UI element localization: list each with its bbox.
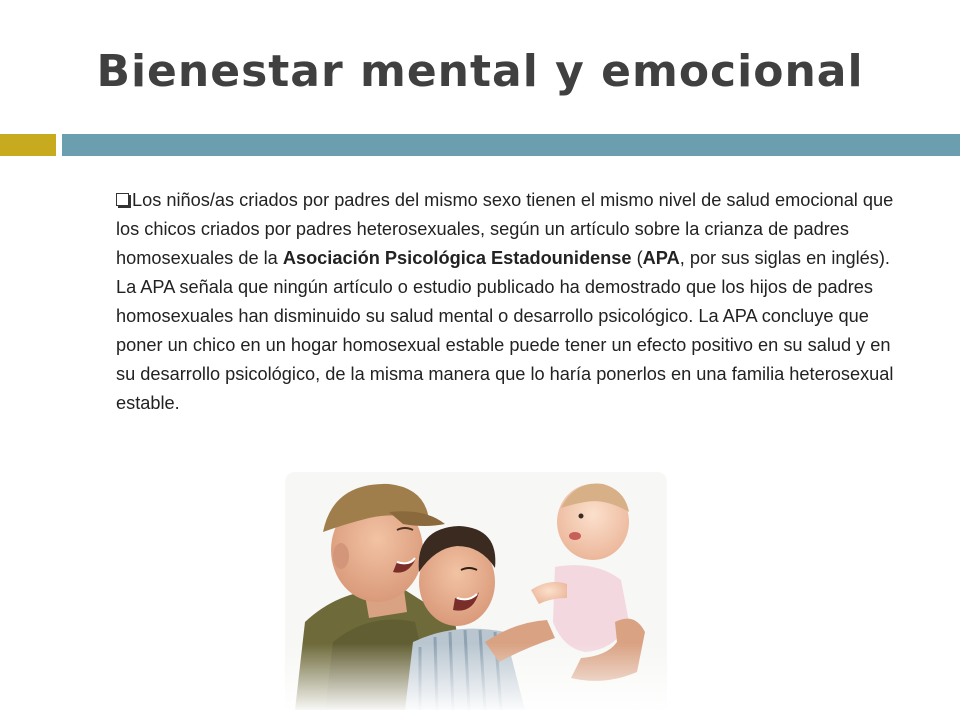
- bullet-paragraph: [116, 186, 906, 418]
- paragraph-text-2: (: [631, 248, 643, 268]
- slide-title: Bienestar mental y emocional: [96, 46, 864, 97]
- accent-bar-gold: [0, 134, 56, 156]
- paragraph-bold-organization: Asociación Psicológica Estadounidense: [282, 248, 632, 268]
- family-photo: [285, 472, 667, 710]
- paragraph-bold-acronym: APA: [642, 248, 680, 268]
- family-photo-illustration: [285, 472, 667, 710]
- checkbox-bullet-icon: [116, 193, 129, 206]
- paragraph-text-3: , por sus siglas en inglés). La APA señala que ningún artículo o estudio publicado ha demostrado que los hijos de padres homosexuales han disminuido su salud mental o desarrollo psicológico. La APA concluye que poner un chico en un hogar homosexual estable puede tener un efecto positivo en su salud y en su desarrollo psicológico, de la misma manera que lo haría ponerlos en una familia heterosexual estable.: [116, 248, 894, 413]
- accent-bar-teal: [62, 134, 960, 156]
- paragraph-text-1: Los niños/as criados por padres del mismo sexo tienen el mismo nivel de salud emocional que los chicos criados por padres heterosexuales, según un artículo sobre la crianza de padres homosexuales de la: [116, 190, 894, 268]
